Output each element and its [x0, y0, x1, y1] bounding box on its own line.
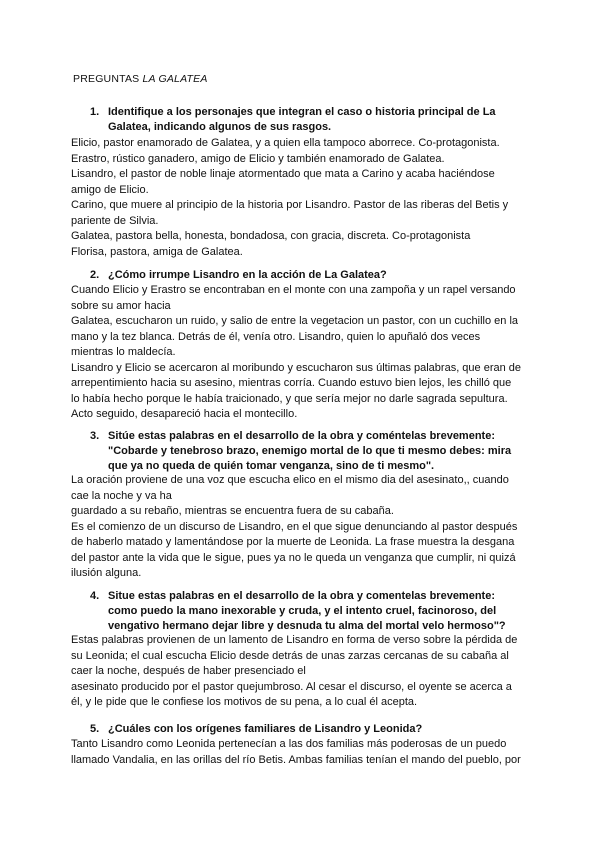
question-line: "Cobarde y tenebroso brazo, enemigo mortal de lo que ti mesmo debes: mira — [108, 445, 512, 457]
answer-line: sobre su amor hacia — [71, 299, 171, 312]
question-line: ¿Cómo irrumpe Lisandro en la acción de La Galatea? — [108, 269, 387, 281]
answer-line: de haberlo matado y lamentándose por la muerte de Leonida. La frase muestra la desgana — [71, 536, 515, 548]
answer-line: mientras lo maldecía. — [71, 346, 176, 358]
answer-line: La oración proviene de una voz que escucha elico en el mismo dia del asesinato,, cuando — [71, 474, 509, 486]
question-line: Sitúe estas palabras en el desarrollo de la obra y coméntelas brevemente: — [108, 430, 495, 442]
question-number: 3. — [90, 430, 100, 442]
question-number: 2. — [90, 269, 100, 281]
question-line: Galatea, indicando algunos de sus rasgos. — [108, 121, 332, 133]
question-line: ¿Cuáles con los orígenes familiares de Lisandro y Leonida? — [108, 723, 423, 735]
answer-line: lo había hecho porque le había traicionado, y que sería mejor no darle sagrada sepultura. — [71, 392, 508, 405]
answer-1 — [71, 136, 531, 260]
answer-line: su Leonida; el cual escucha Elicio desde detrás de unas zarzas cercanas de su cabaña al — [71, 649, 509, 662]
question-text — [108, 589, 528, 634]
question-text — [108, 722, 528, 737]
question-line: Situe estas palabras en el desarrollo de la obra y comentelas brevemente: — [108, 590, 495, 602]
answer-line: Cuando Elicio y Erastro se encontraban en el monte con una zampoña y un rapel versando — [71, 284, 516, 296]
question-text — [108, 105, 528, 135]
question-line: como puedo la mano inexorable y cruda, y el intento cruel, facinoroso, del — [108, 605, 497, 617]
title-main: PREGUNTAS — [73, 73, 140, 85]
answer-line: pariente de Silvia. — [71, 214, 159, 227]
answer-line: ilusión alguna. — [71, 567, 142, 579]
page-title — [73, 73, 208, 85]
answer-4 — [71, 633, 531, 711]
answer-line: Estas palabras provienen de un lamento de Lisandro en forma de verso sobre la pérdida de — [71, 634, 518, 646]
title-work: LA GALATEA — [142, 73, 208, 85]
answer-line: asesinato producido por el pastor quejumbroso. Al cesar el discurso, el oyente se acerca a — [71, 680, 512, 693]
answer-2 — [71, 283, 531, 423]
answer-line: Galatea, pastora bella, honesta, bondadosa, con gracia, discreta. Co-protagonista — [71, 230, 471, 242]
answer-line: Acto seguido, desapareció hacia el montecillo. — [71, 408, 298, 420]
answer-line: él, y le pide que le confiese los motivos de su pena, a lo cual él acepta. — [71, 696, 418, 708]
answer-5 — [71, 737, 531, 768]
question-number: 4. — [90, 590, 100, 602]
answer-line: guardado a su rebaño, mientras se encuentra fuera de su cabaña. — [71, 505, 394, 517]
question-line: que ya no queda de quién tomar venganza, sino de ti mesmo". — [108, 460, 435, 472]
answer-line: Lisandro, el pastor de noble linaje atormentado que mata a Carino y acaba haciéndose — [71, 168, 495, 180]
answer-line: amigo de Elicio. — [71, 183, 149, 196]
answer-line: Galatea, escucharon un ruido, y salio de entre la vegetacion un pastor, con un cuchillo en la — [71, 315, 519, 327]
answer-line: del pastor ante la vida que le sigue, pues ya no le queda un venganza que cumplir, ni quizá — [71, 551, 516, 564]
answer-line: llamado Vandalia, en las orillas del río Betis. Ambas familias tenían el mando del pueblo, por — [71, 753, 521, 766]
answer-line: Carino, que muere al principio de la historia por Lisandro. Pastor de las riberas del Betis y — [71, 199, 509, 211]
question-number: 5. — [90, 723, 100, 735]
question-number: 1. — [90, 106, 100, 118]
answer-3 — [71, 473, 531, 582]
answer-line: Es el comienzo de un discurso de Lisandro, en el que sigue denunciando al pastor después — [71, 520, 518, 533]
answer-line: arrepentimiento hacia su asesino, mientras corría. Cuando estuvo bien lejos, les chilló que — [71, 377, 512, 389]
question-line: vengativo hermano dejar libre y desnuda tu alma del mortal velo hermoso"? — [108, 620, 506, 632]
answer-line: Florisa, pastora, amiga de Galatea. — [71, 245, 243, 258]
answer-line: Tanto Lisandro como Leonida pertenecían a las dos familias más poderosas de un puedo — [71, 738, 507, 750]
answer-line: cae la noche y va ha — [71, 489, 172, 502]
answer-line: caer la noche, después de haber presenciado el — [71, 665, 306, 677]
question-line: Identifique a los personajes que integran el caso o historia principal de La — [108, 106, 496, 118]
answer-line: mano y la tez blanca. Detrás de él, venía otro. Lisandro, quien lo apuñaló dos veces — [71, 330, 481, 343]
answer-line: Elicio, pastor enamorado de Galatea, y a quien ella tampoco aborrece. Co-protagonista. — [71, 137, 500, 149]
question-text — [108, 268, 528, 283]
answer-line: Lisandro y Elicio se acercaron al moribundo y escucharon sus últimas palabras, que eran de — [71, 361, 522, 374]
question-text — [108, 429, 528, 474]
answer-line: Erastro, rústico ganadero, amigo de Elicio y también enamorado de Galatea. — [71, 152, 445, 165]
